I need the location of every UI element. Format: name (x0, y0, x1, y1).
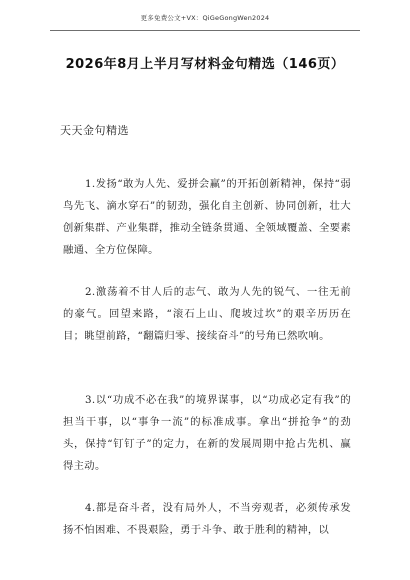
header-divider (50, 30, 360, 31)
paragraph-2: 2.激荡着不甘人后的志气、敢为人先的锐气、一往无前的豪气。回望来路，“滚石上山、爬坡过坎”的艰辛历历在目；眺望前路，“翻篇归零、接续奋斗”的号角已然吹响。 (63, 286, 351, 343)
paragraph-3: 3.以“功成不必在我”的境界谋事，以“功成必定有我”的担当干事，以“事争一流”的标准成事。拿出“拼抢争”的劲头，保持“钉钉子”的定力，在新的发展周期中抢占先机、赢得主动。 (63, 394, 351, 473)
section-heading: 天天金句精选 (60, 124, 129, 137)
header-note: 更多免费公文+VX：QiGeGongWen2024 (140, 14, 270, 22)
paragraph-1: 1.发扬“敢为人先、爱拼会赢”的开拓创新精神，保持“弱鸟先飞、滴水穿石”的韧劲，强化自主创新、协同创新，壮大创新集群、产业集群，推动全链条贯通、全领域覆盖、全要素融通、全方位保障。 (63, 178, 351, 257)
paragraph-4: 4.都是奋斗者，没有局外人，不当旁观者，必须传承发扬不怕困难、不畏艰险，勇于斗争、敢于胜利的精神，以 (63, 502, 351, 537)
document-title: 2026年8月上半月写材料金句精选（146页） (65, 57, 345, 72)
